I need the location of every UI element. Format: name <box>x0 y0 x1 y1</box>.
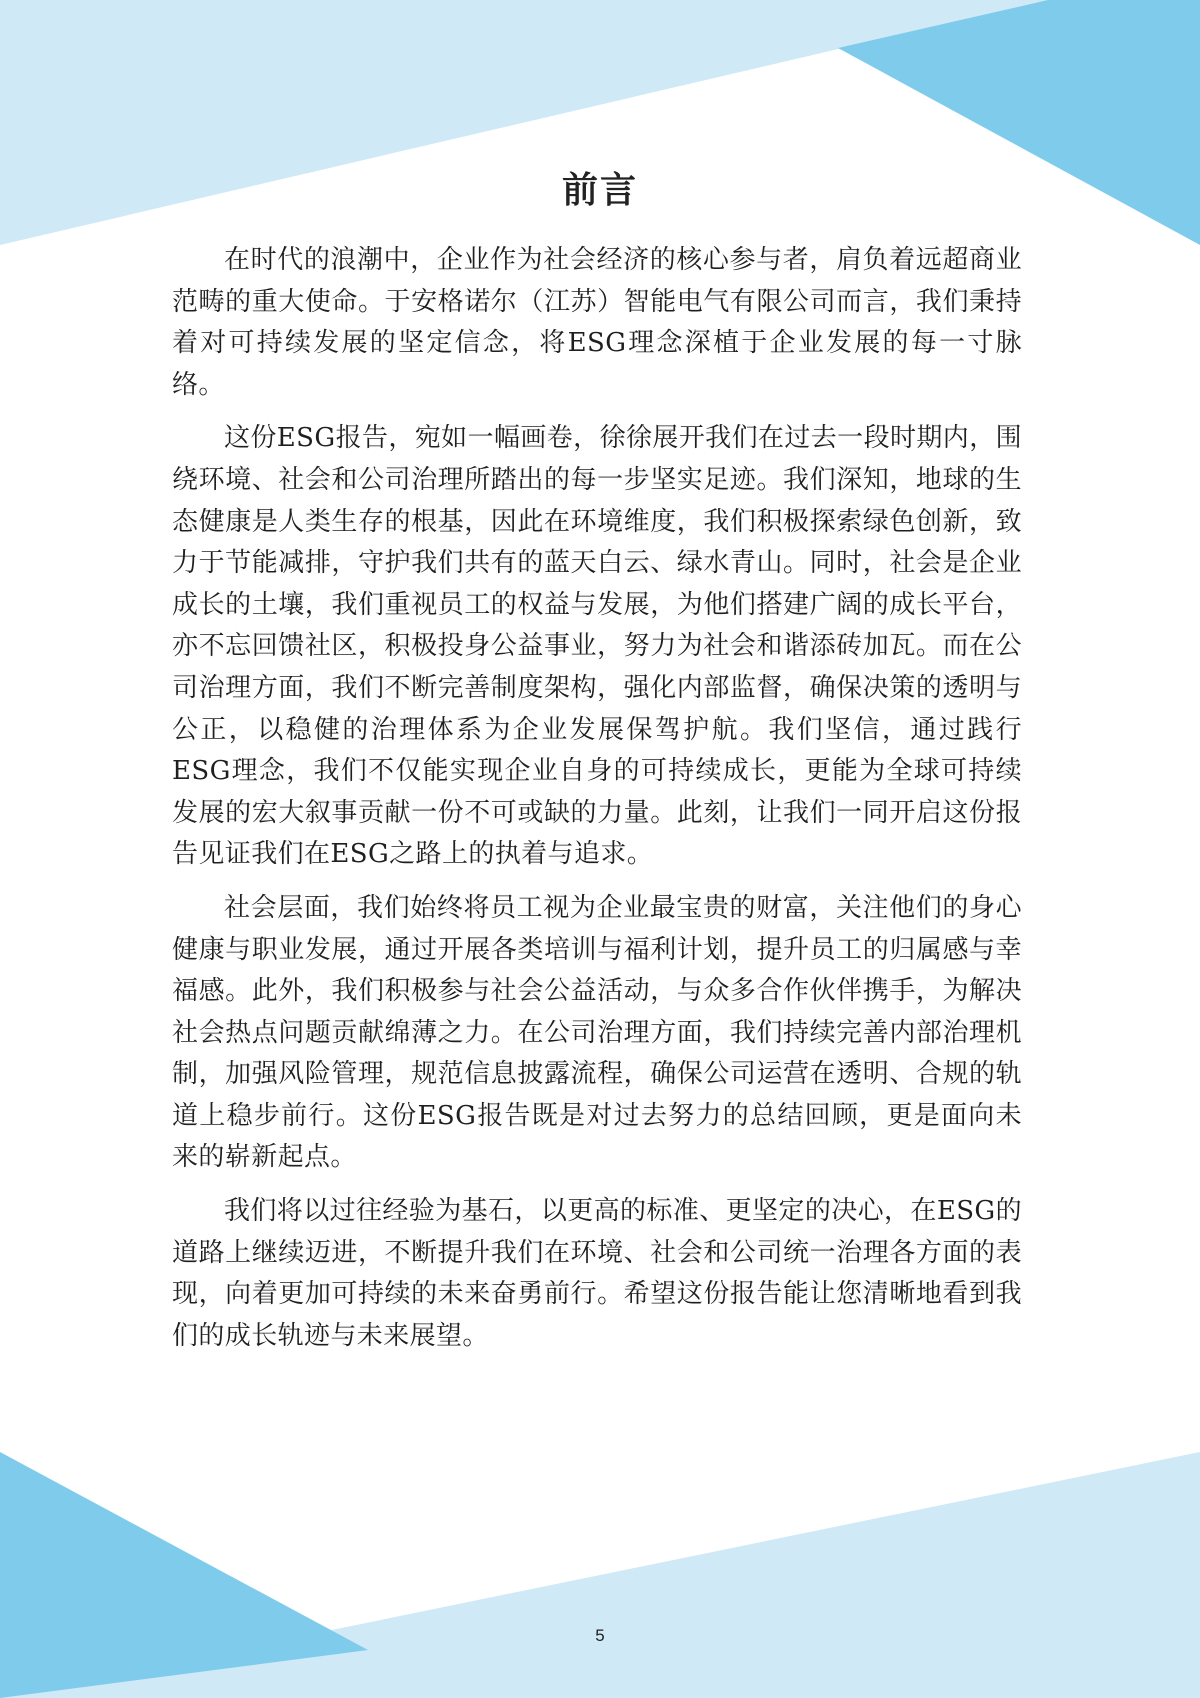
paragraph-1: 在时代的浪潮中，企业作为社会经济的核心参与者，肩负着远超商业范畴的重大使命。于安格诺尔（江苏）智能电气有限公司而言，我们秉持着对可持续发展的坚定信念，将ESG理念深植于企业发展的每一寸脉络。 <box>172 245 1022 400</box>
page-title: 前言 <box>561 170 638 212</box>
body-text <box>172 240 1022 1369</box>
paragraph-4: 我们将以过往经验为基石，以更高的标准、更坚定的决心，在ESG的道路上继续迈进，不断提升我们在环境、社会和公司统一治理各方面的表现，向着更加可持续的未来奋勇前行。希望这份报告能让您清晰地看到我们的成长轨迹与未来展望。 <box>172 1196 1022 1351</box>
paragraph-2: 这份ESG报告，宛如一幅画卷，徐徐展开我们在过去一段时期内，围绕环境、社会和公司治理所踏出的每一步坚实足迹。我们深知，地球的生态健康是人类生存的根基，因此在环境维度，我们积极探索绿色创新，致力于节能减排，守护我们共有的蓝天白云、绿水青山。同时，社会是企业成长的土壤，我们重视员工的权益与发展，为他们搭建广阔的成长平台，亦不忘回馈社区，积极投身公益事业，努力为社会和谐添砖加瓦。而在公司治理方面，我们不断完善制度架构，强化内部监督，确保决策的透明与公正，以稳健的治理体系为企业发展保驾护航。我们坚信，通过践行ESG理念，我们不仅能实现企业自身的可持续成长，更能为全球可持续发展的宏大叙事贡献一份不可或缺的力量。此刻，让我们一同开启这份报告见证我们在ESG之路上的执着与追求。 <box>172 423 1022 870</box>
paragraph-3: 社会层面，我们始终将员工视为企业最宝贵的财富，关注他们的身心健康与职业发展，通过开展各类培训与福利计划，提升员工的归属感与幸福感。此外，我们积极参与社会公益活动，与众多合作伙伴携手，为解决社会热点问题贡献绵薄之力。在公司治理方面，我们持续完善内部治理机制，加强风险管理，规范信息披露流程，确保公司运营在透明、合规的轨道上稳步前行。这份ESG报告既是对过去努力的总结回顾，更是面向未来的崭新起点。 <box>172 892 1022 1173</box>
page-number: 5 <box>595 1626 605 1645</box>
